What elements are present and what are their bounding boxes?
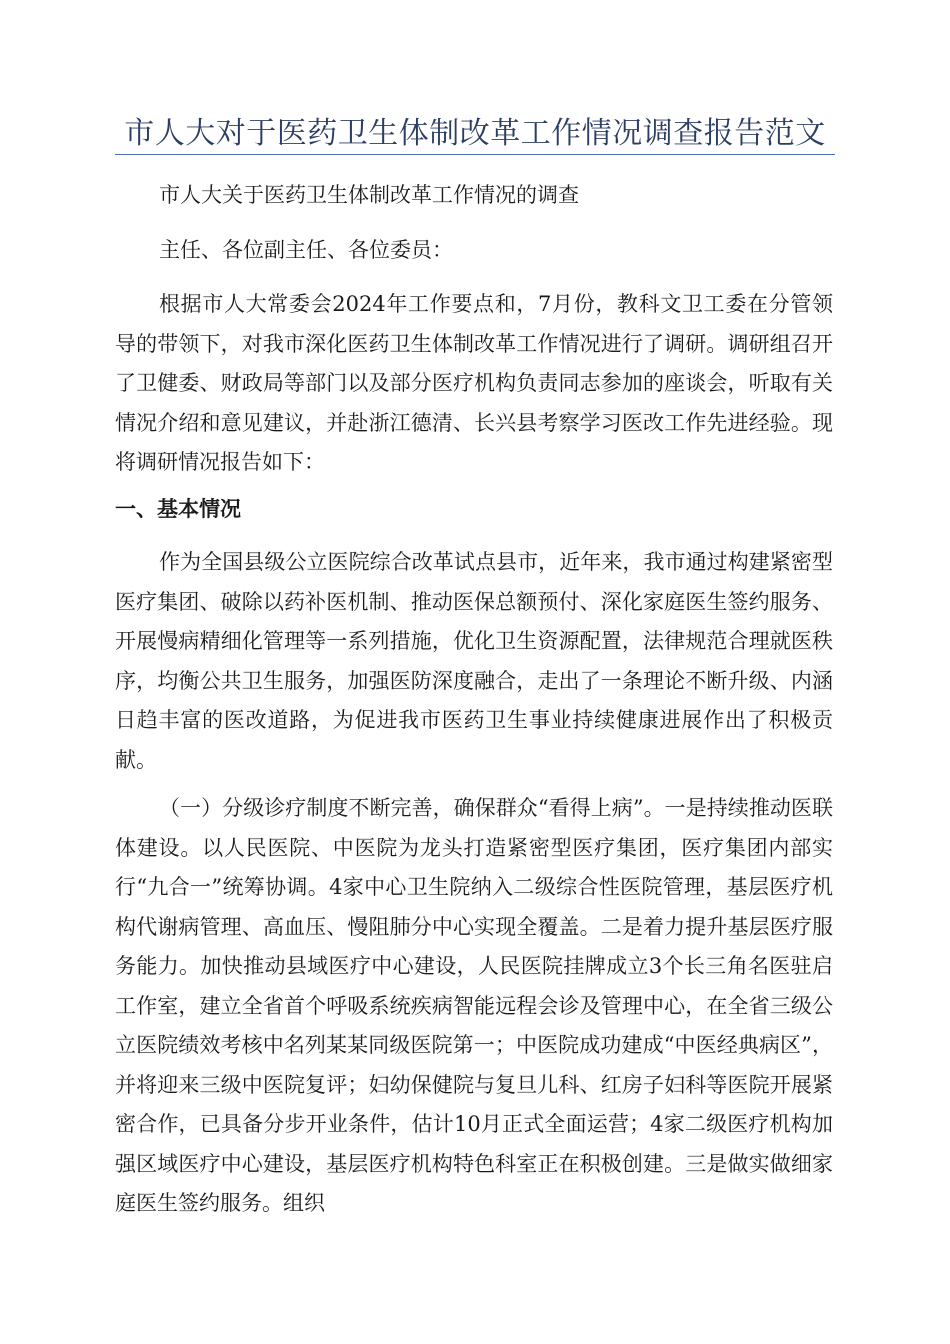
section-heading-basic-situation: 一、基本情况 (115, 497, 241, 521)
document-title: 市人大对于医药卫生体制改革工作情况调查报告范文 (124, 116, 826, 151)
section1-paragraph-2: （一）分级诊疗制度不断完善，确保群众“看得上病”。一是持续推动医联体建设。以人民医院、中医院为龙头打造紧密型医疗集团，医疗集团内部实行“九合一”统筹协调。4家中心卫生院纳入二级综合性医院管理，基层医疗机构代谢病管理、高血压、慢阻肺分中心实现全覆盖。二是着力提升基层医疗服务能力。加快推动县域医疗中心建设，人民医院挂牌成立3个长三角名医驻启工作室，建立全省首个呼吸系统疾病智能远程会诊及管理中心，在全省三级公立医院绩效考核中名列某某同级医院第一；中医院成功建成“中医经典病区”，并将迎来三级中医院复评；妇幼保健院与复旦儿科、红房子妇科等医院开展紧密合作，已具备分步开业条件，估计10月正式全面运营；4家二级医疗机构加强区域医疗中心建设，基层医疗机构特色科室正在积极创建。三是做实做细家庭医生签约服务。组织 (115, 796, 833, 1215)
salutation: 主任、各位副主任、各位委员： (159, 238, 453, 262)
title-underline (115, 154, 835, 155)
section1-paragraph-1: 作为全国县级公立医院综合改革试点县市，近年来，我市通过构建紧密型医疗集团、破除以药补医机制、推动医保总额预付、深化家庭医生签约服务、开展慢病精细化管理等一系列措施，优化卫生资源配置，法律规范合理就医秩序，均衡公共卫生服务，加强医防深度融合，走出了一条理论不断升级、内涵日趋丰富的医改道路，为促进我市医药卫生事业持续健康进展作出了积极贡献。 (115, 550, 833, 772)
document-subtitle: 市人大关于医药卫生体制改革工作情况的调查 (159, 183, 579, 207)
intro-paragraph: 根据市人大常委会2024年工作要点和，7月份，教科文卫工委在分管领导的带领下，对我市深化医药卫生体制改革工作情况进行了调研。调研组召开了卫健委、财政局等部门以及部分医疗机构负责同志参加的座谈会，听取有关情况介绍和意见建议，并赴浙江德清、长兴县考察学习医改工作先进经验。现将调研情况报告如下： (115, 292, 833, 474)
